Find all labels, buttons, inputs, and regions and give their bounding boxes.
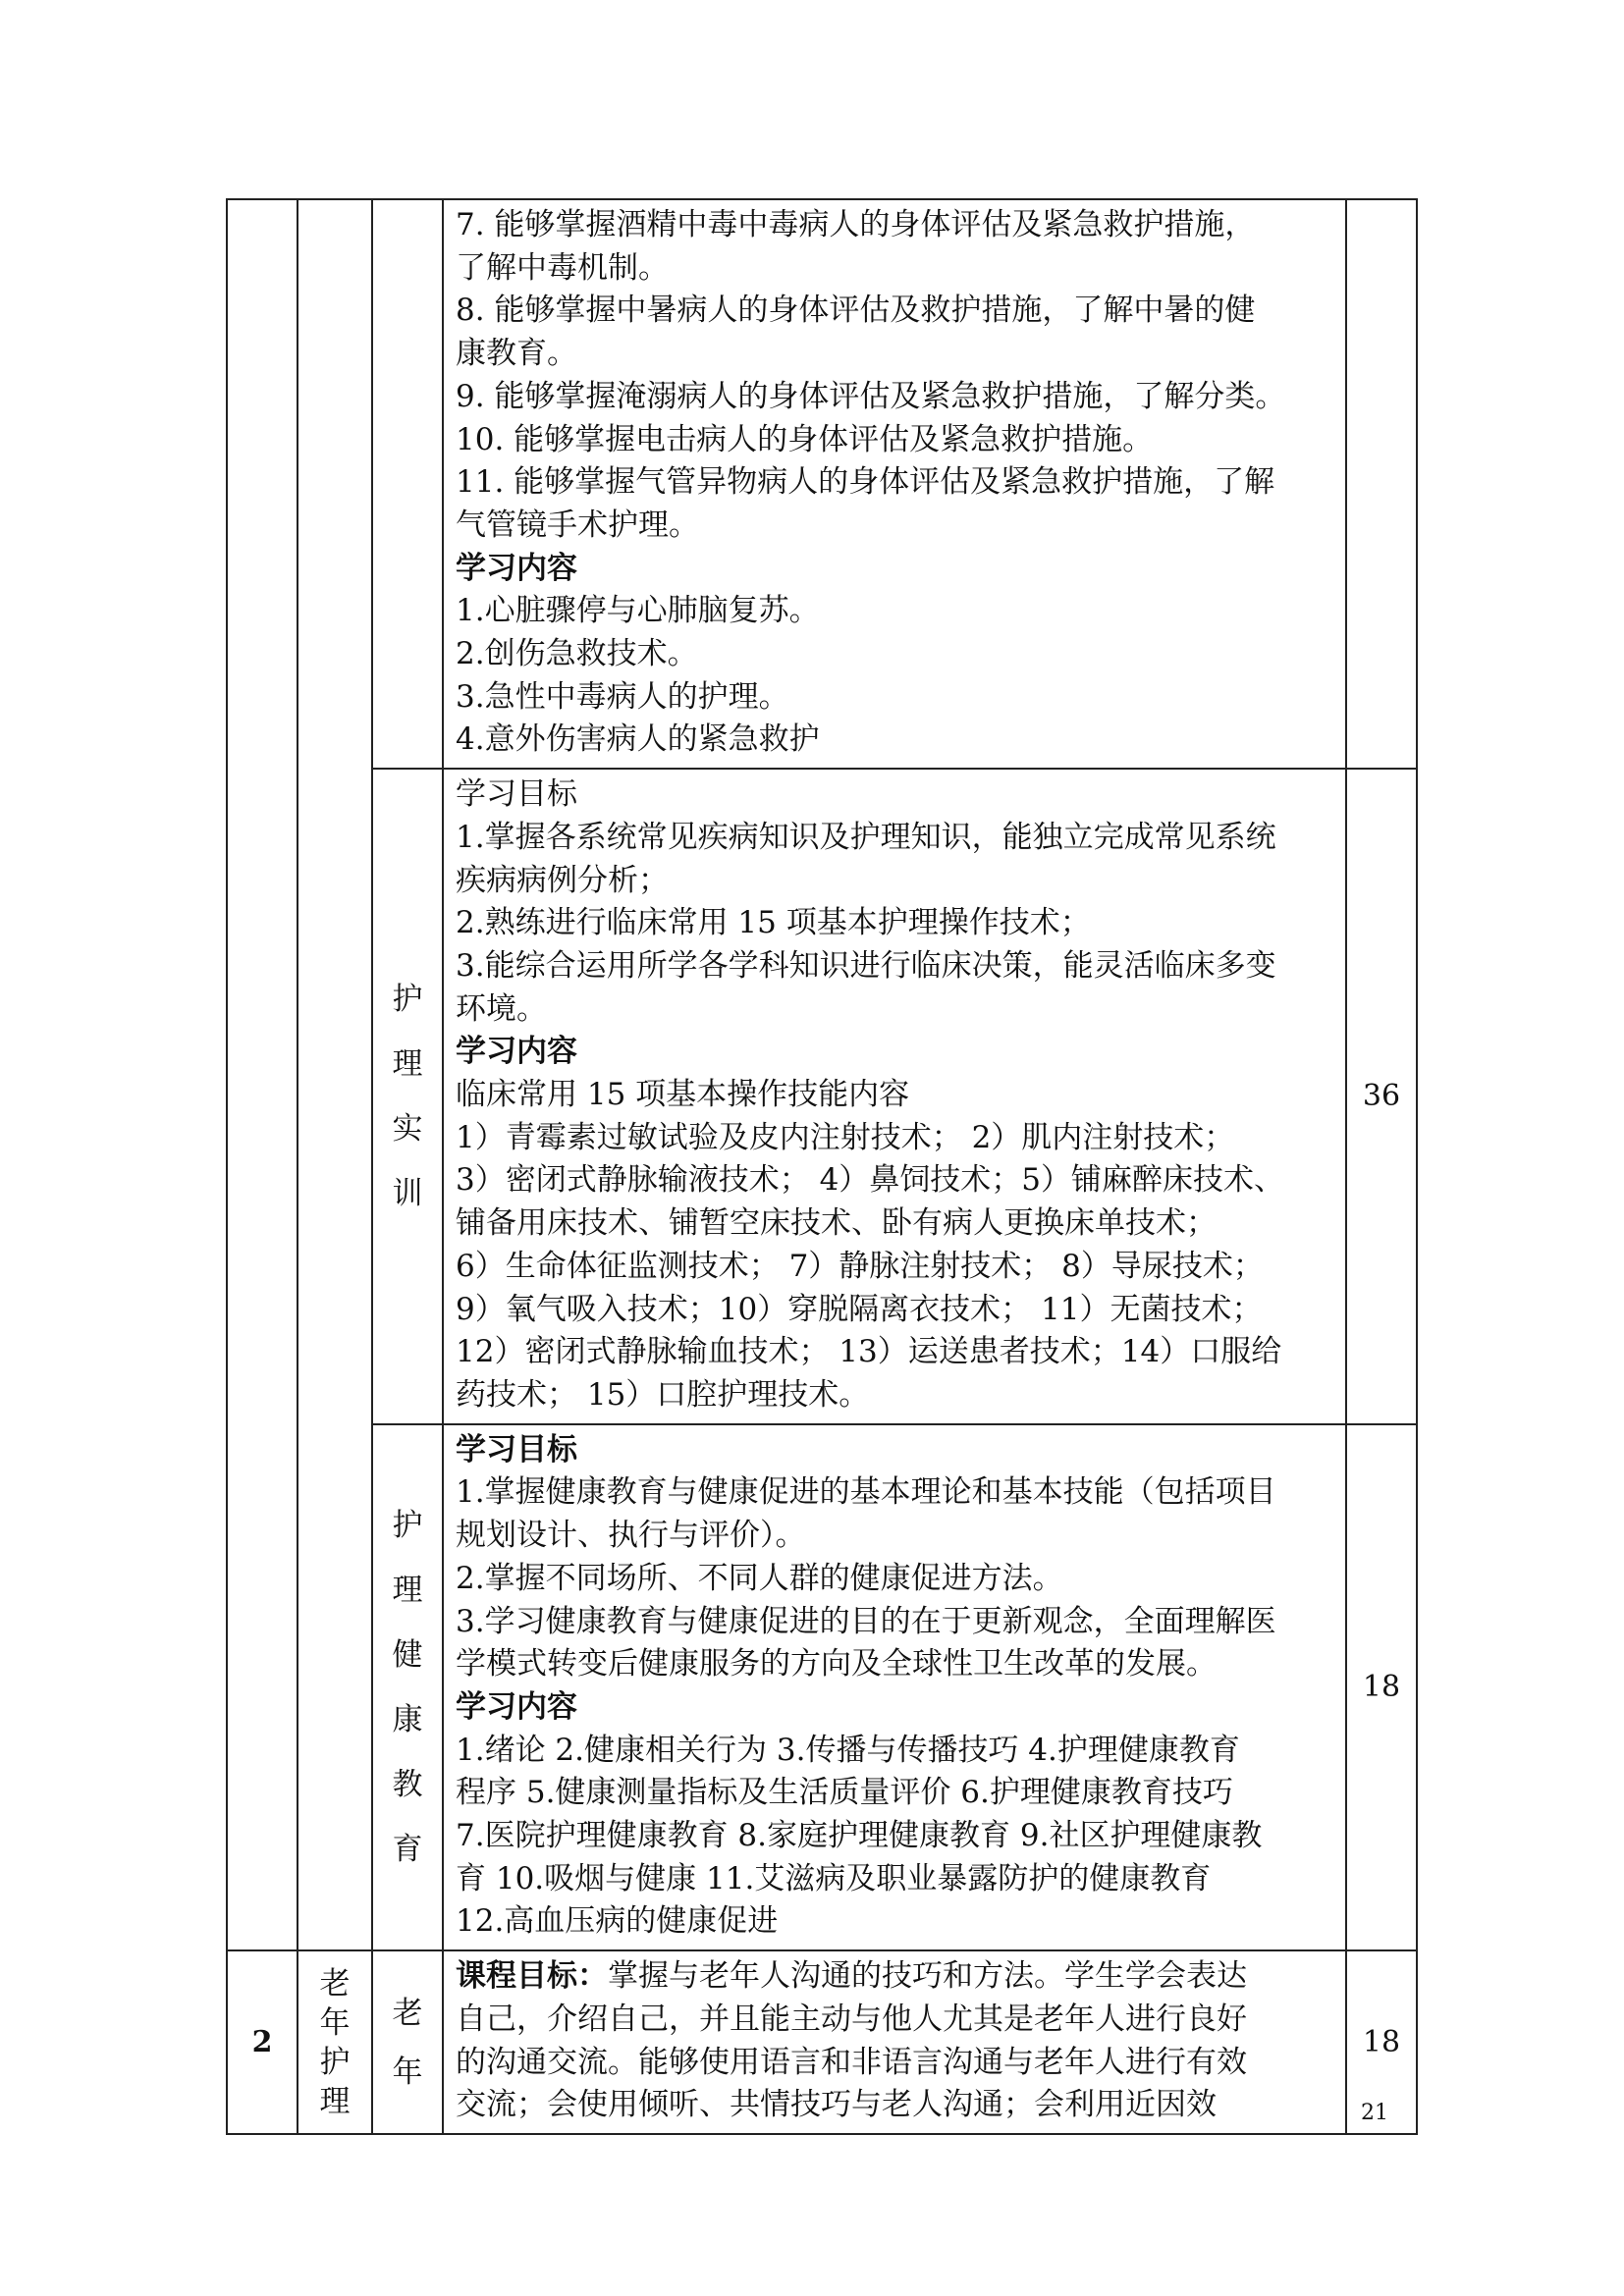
table-row <box>227 769 1417 1424</box>
module-char: 年 <box>392 2054 423 2090</box>
content-line: 3.急性中毒病人的护理。 <box>456 678 789 715</box>
content-line: 学模式转变后健康服务的方向及全球性卫生改革的发展。 <box>456 1646 1217 1682</box>
content-line: 疾病病例分析； <box>456 862 669 898</box>
category-cell <box>298 1950 372 2134</box>
content-line: 8. 能够掌握中暑病人的身体评估及救护措施，了解中暑的健 <box>456 293 1256 329</box>
category-char: 理 <box>319 2083 351 2119</box>
content-line: 10. 能够掌握电击病人的身体评估及紧急救护措施。 <box>456 421 1154 457</box>
module-cell <box>372 199 443 769</box>
category-char: 年 <box>319 2004 351 2041</box>
content-cell <box>443 199 1346 769</box>
content-line: 2.创伤急救技术。 <box>456 636 698 672</box>
content-line: 程序 5.健康测量指标及生活质量评价 6.护理健康教育技巧 <box>456 1775 1233 1811</box>
module-char: 训 <box>392 1175 423 1211</box>
section-heading: 学习目标 <box>456 776 577 813</box>
content-line: 11. 能够掌握气管异物病人的身体评估及紧急救护措施，了解 <box>456 464 1275 501</box>
content-line: 1.绪论 2.健康相关行为 3.传播与传播技巧 4.护理健康教育 <box>456 1732 1240 1768</box>
content-line: 的沟通交流。能够使用语言和非语言沟通与老年人进行有效 <box>456 2044 1247 2080</box>
module-char: 老 <box>392 1995 423 2031</box>
content-line: 3）密闭式静脉输液技术； 4）鼻饲技术；5）铺麻醉床技术、 <box>456 1162 1285 1199</box>
number-cell <box>227 199 298 1950</box>
content-line: 1.心脏骤停与心肺脑复苏。 <box>456 593 820 629</box>
content-line: 7.医院护理健康教育 8.家庭护理健康教育 9.社区护理健康教 <box>456 1818 1263 1854</box>
module-char: 实 <box>392 1110 423 1147</box>
section-heading: 学习目标 <box>456 1431 577 1468</box>
content-line: 临床常用 15 项基本操作技能内容 <box>456 1077 910 1113</box>
content-line: 1.掌握健康教育与健康促进的基本理论和基本技能（包括项目 <box>456 1474 1276 1511</box>
content-line: 6）生命体征监测技术； 7）静脉注射技术； 8）导尿技术； <box>456 1248 1264 1284</box>
content-line <box>456 1955 1335 1999</box>
content-line: 了解中毒机制。 <box>456 249 669 286</box>
module-char: 教 <box>392 1766 423 1802</box>
content-line: 9. 能够掌握淹溺病人的身体评估及紧急救护措施，了解分类。 <box>456 378 1286 414</box>
content-line: 4.意外伤害病人的紧急救护 <box>456 721 820 758</box>
content-line: 2.掌握不同场所、不同人群的健康促进方法。 <box>456 1560 1063 1596</box>
content-cell <box>443 1950 1346 2134</box>
table-row <box>227 1950 1417 2134</box>
hours-cell: 36 <box>1346 769 1417 1424</box>
category-cell <box>298 199 372 1950</box>
content-cell <box>443 1424 1346 1950</box>
category-char: 老 <box>319 1965 351 2002</box>
module-char: 护 <box>392 1507 423 1543</box>
content-line: 环境。 <box>456 990 547 1027</box>
hours-cell <box>1346 199 1417 769</box>
content-line: 12.高血压病的健康促进 <box>456 1903 779 1940</box>
table-row <box>227 199 1417 769</box>
content-line: 1）青霉素过敏试验及皮内注射技术； 2）肌内注射技术； <box>456 1119 1235 1155</box>
content-line: 3.学习健康教育与健康促进的目的在于更新观念，全面理解医 <box>456 1603 1276 1639</box>
content-line: 育 10.吸烟与健康 11.艾滋病及职业暴露防护的健康教育 <box>456 1860 1212 1896</box>
hours-cell: 18 <box>1346 1424 1417 1950</box>
content-line: 自己，介绍自己，并且能主动与他人尤其是老年人进行良好 <box>456 2001 1247 2037</box>
module-char: 健 <box>392 1636 423 1673</box>
section-heading: 学习内容 <box>456 1034 577 1070</box>
content-line: 3.能综合运用所学各学科知识进行临床决策，能灵活临床多变 <box>456 947 1276 984</box>
module-cell <box>372 769 443 1424</box>
content-line: 2.熟练进行临床常用 15 项基本护理操作技术； <box>456 905 1091 941</box>
content-line: 药技术； 15）口腔护理技术。 <box>456 1376 870 1413</box>
module-char: 育 <box>392 1831 423 1867</box>
content-line: 7. 能够掌握酒精中毒中毒病人的身体评估及紧急救护措施， <box>456 207 1256 242</box>
number-cell: 2 <box>227 1950 298 2134</box>
module-char: 护 <box>392 981 423 1017</box>
lead-label: 课程目标： <box>456 1958 608 1995</box>
content-line: 12）密闭式静脉输血技术； 13）运送患者技术；14）口服给 <box>456 1334 1282 1370</box>
content-cell <box>443 769 1346 1424</box>
section-heading: 学习内容 <box>456 550 577 586</box>
hours-cell: 18 <box>1346 1950 1417 2134</box>
curriculum-table <box>226 198 1418 2135</box>
content-line: 气管镜手术护理。 <box>456 507 699 543</box>
module-char: 康 <box>392 1701 423 1737</box>
content-line: 规划设计、执行与评价）。 <box>456 1518 806 1554</box>
module-char: 理 <box>392 1045 423 1082</box>
lead-text: 掌握与老年人沟通的技巧和方法。学生学会表达 <box>608 1958 1247 1995</box>
page-number: 21 <box>1361 2101 1388 2125</box>
content-line: 交流；会使用倾听、共情技巧与老人沟通；会利用近因效 <box>456 2087 1217 2123</box>
table-row <box>227 1424 1417 1950</box>
section-heading: 学习内容 <box>456 1688 577 1725</box>
content-line: 1.掌握各系统常见疾病知识及护理知识，能独立完成常见系统 <box>456 819 1276 855</box>
content-line: 9）氧气吸入技术；10）穿脱隔离衣技术； 11）无菌技术； <box>456 1291 1263 1327</box>
module-cell <box>372 1950 443 2134</box>
content-line: 康教育。 <box>456 336 577 372</box>
module-cell <box>372 1424 443 1950</box>
content-line: 铺备用床技术、铺暂空床技术、卧有病人更换床单技术； <box>456 1205 1217 1242</box>
module-char: 理 <box>392 1572 423 1608</box>
category-char: 护 <box>319 2044 351 2080</box>
